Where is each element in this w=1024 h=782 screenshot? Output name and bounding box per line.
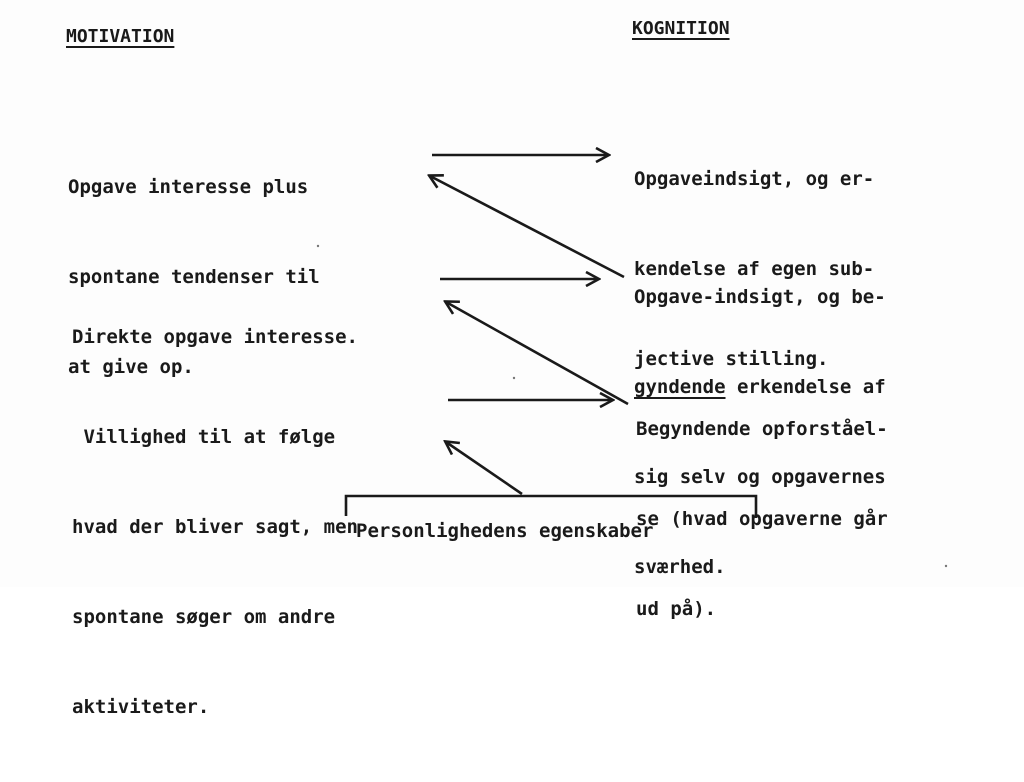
motivation-item-1-line: Opgave interesse plus: [68, 176, 309, 198]
kognition-item-3-line: ud på).: [636, 598, 717, 620]
motivation-item-3-line: spontane søger om andre: [72, 606, 336, 628]
motivation-item-3-line: hvad der bliver sagt, men: [72, 516, 358, 538]
kognition-heading: KOGNITION: [632, 18, 730, 39]
motivation-item-3-line: Villighed til at følge: [72, 426, 336, 448]
kognition-item-2-line: sig selv og opgavernes: [634, 466, 886, 488]
bottom-label: Personlighedens egenskaber: [356, 520, 654, 542]
arrow-kognition3-to-motivation2: [446, 302, 628, 404]
motivation-item-2-line: Direkte opgave interesse.: [72, 326, 358, 348]
arrow-bracket-to-motivation3: [446, 442, 522, 494]
motivation-heading: MOTIVATION: [66, 26, 175, 47]
kognition-item-2-line-rest: erkendelse af: [725, 376, 886, 398]
bracket: [346, 496, 756, 518]
motivation-item-1-line: spontane tendenser til: [68, 266, 320, 288]
motivation-item-3-line: aktiviteter.: [72, 696, 210, 718]
paper-speck: [945, 565, 947, 567]
underlined-word: gyndende: [634, 376, 726, 398]
kognition-item-1-line: jective stilling.: [634, 348, 829, 370]
paper-speck: [317, 245, 319, 247]
kognition-item-3-line: se (hvad opgaverne går: [636, 508, 888, 530]
paper-speck: [513, 377, 515, 379]
motivation-item-1-line: at give op.: [68, 356, 194, 378]
kognition-item-3-line: Begyndende opforståel-: [636, 418, 888, 440]
kognition-item-1-line: kendelse af egen sub-: [634, 258, 875, 280]
kognition-item-2-line: sværhed.: [634, 556, 726, 578]
kognition-item-1-line: Opgaveindsigt, og er-: [634, 168, 875, 190]
kognition-item-2-line: Opgave-indsigt, og be-: [634, 286, 886, 308]
arrow-kognition2-to-motivation1: [430, 176, 624, 277]
